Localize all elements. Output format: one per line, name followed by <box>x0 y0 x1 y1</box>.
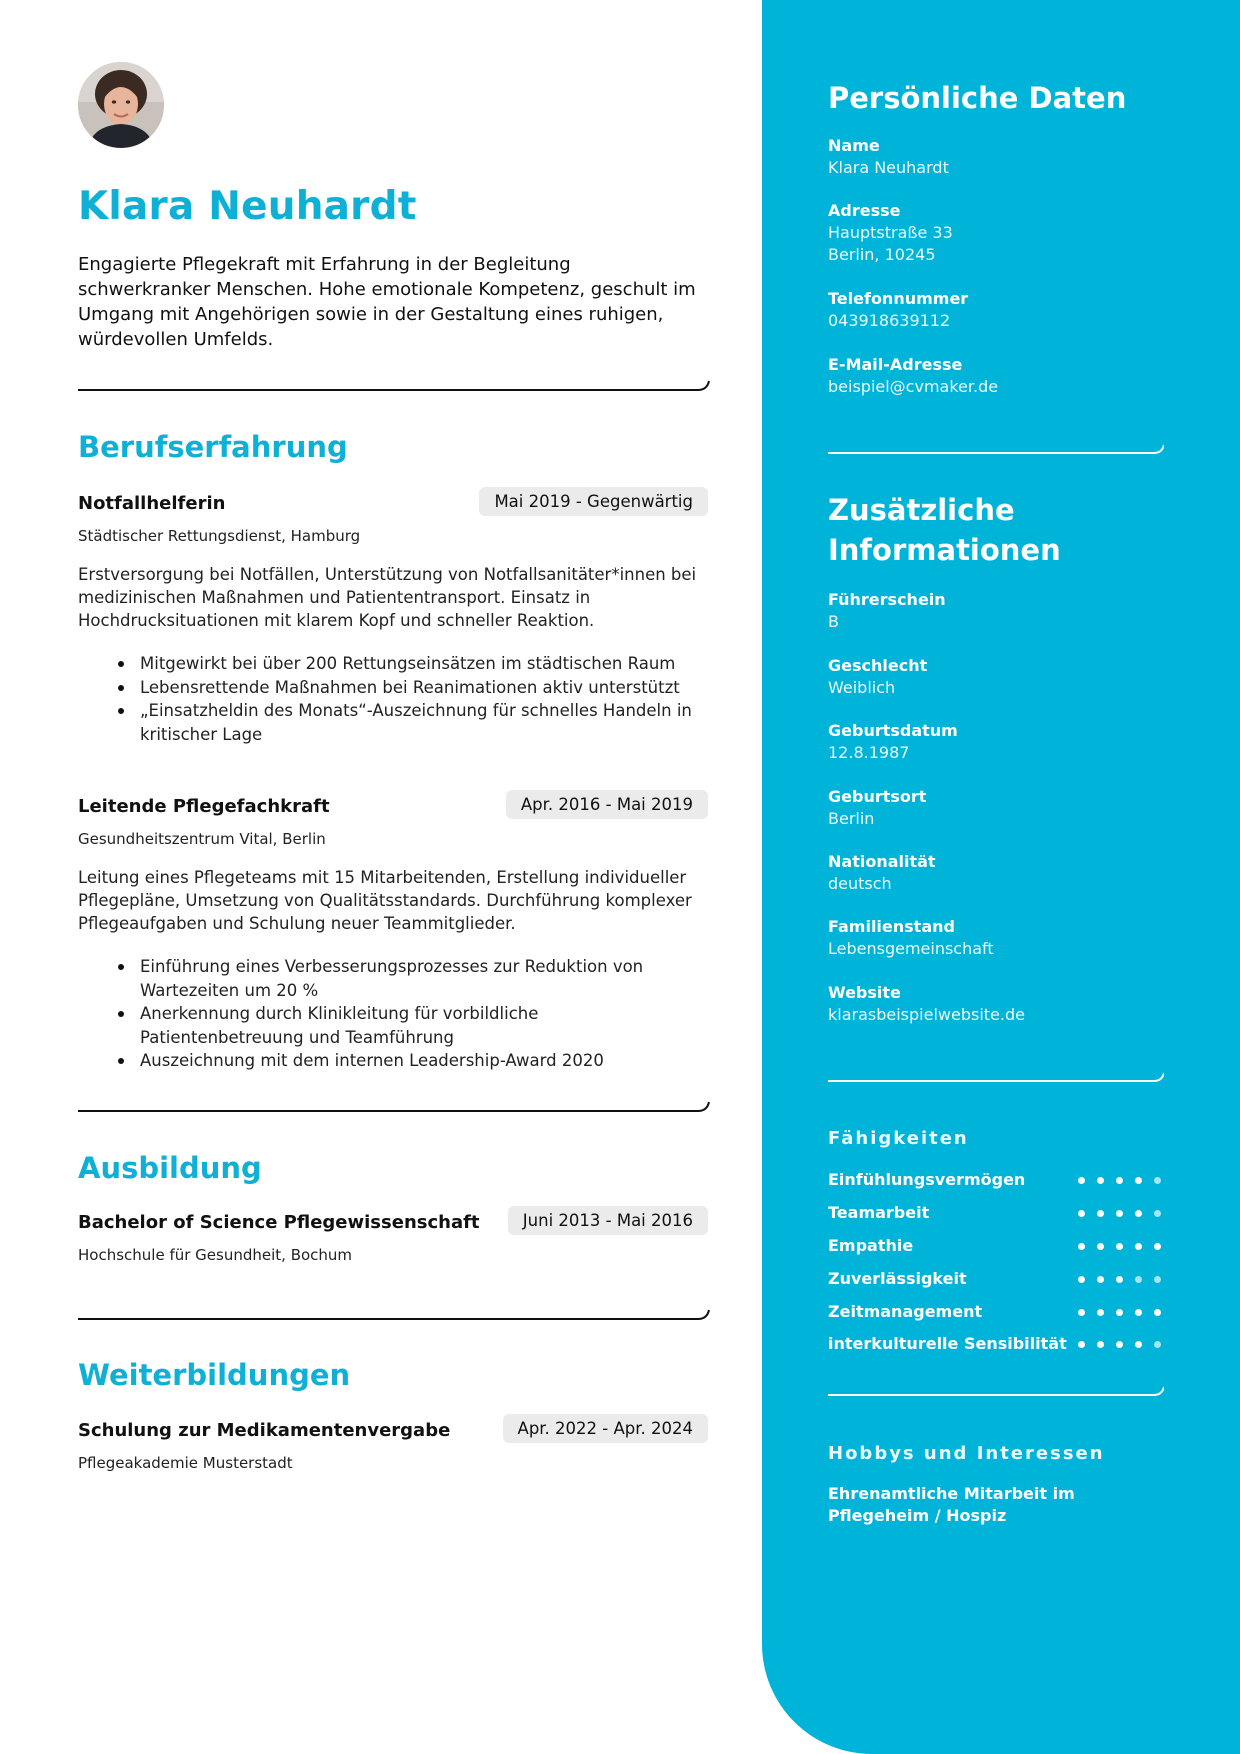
profile-summary: Engagierte Pflegekraft mit Erfahrung in der Begleitung schwerkranker Menschen. Hohe emotionale Kompetenz, geschult im Umgang mit Angehörigen sowie in der Gestaltung eines ruhigen, würdevollen Umfelds. <box>78 254 696 350</box>
field-value: Lebensgemeinschaft <box>828 939 994 958</box>
field-value: beispiel@cvmaker.de <box>828 377 999 396</box>
field-label: Nationalität <box>828 852 936 871</box>
job-organization: Gesundheitszentrum Vital, Berlin <box>78 830 326 848</box>
additional-field <box>828 720 1168 764</box>
rating-dot-filled <box>1097 1309 1104 1316</box>
section-divider <box>78 378 710 392</box>
job-date-badge: Apr. 2016 - Mai 2019 <box>506 790 708 819</box>
rating-dot-filled <box>1116 1210 1123 1217</box>
field-value: B <box>828 612 839 631</box>
title-line: Zusätzliche <box>828 493 1015 527</box>
rating-dot-filled <box>1078 1309 1085 1316</box>
rating-dot-empty <box>1154 1177 1161 1184</box>
training-title: Schulung zur Medikamentenvergabe <box>78 1420 451 1441</box>
rating-dot-filled <box>1116 1276 1123 1283</box>
skill-row <box>828 1334 1164 1356</box>
skill-row <box>828 1302 1164 1324</box>
rating-dot-filled <box>1078 1177 1085 1184</box>
field-label: Adresse <box>828 201 901 220</box>
degree-title: Bachelor of Science Pflegewissenschaft <box>78 1212 480 1233</box>
field-value: 12.8.1987 <box>828 743 910 762</box>
skill-name: Teamarbeit <box>828 1203 930 1222</box>
additional-field <box>828 786 1168 830</box>
job-description: Erstversorgung bei Notfällen, Unterstützung von Notfallsanitäter*innen bei medizinischen Maßnahmen und Patiententransport. Einsatz in Hochdrucksituationen mit klarem Kopf und schneller Reaktion. <box>78 565 697 630</box>
rating-dot-filled <box>1097 1177 1104 1184</box>
skill-row <box>828 1203 1164 1225</box>
list-item: „Einsatzheldin des Monats“-Auszeichnung für schnelles Handeln in kritischer Lage <box>140 699 705 746</box>
rating-dot-filled <box>1135 1309 1142 1316</box>
rating-dot-empty <box>1154 1276 1161 1283</box>
skill-rating <box>1078 1243 1164 1251</box>
list-item: Auszeichnung mit dem internen Leadership-Award 2020 <box>140 1049 705 1073</box>
rating-dot-filled <box>1097 1341 1104 1348</box>
field-label: Name <box>828 136 880 155</box>
job-title: Leitende Pflegefachkraft <box>78 796 330 817</box>
rating-dot-filled <box>1097 1243 1104 1250</box>
skill-rating <box>1078 1309 1164 1317</box>
rating-dot-filled <box>1078 1341 1085 1348</box>
hobby-item: Ehrenamtliche Mitarbeit im Pflegeheim / Hospiz <box>828 1484 1075 1525</box>
section-divider <box>78 1307 710 1321</box>
additional-field <box>828 916 1168 960</box>
rating-dot-empty <box>1154 1341 1161 1348</box>
list-item: Anerkennung durch Klinikleitung für vorbildliche Patientenbetreuung und Teamführung <box>140 1002 705 1049</box>
skill-name: Zeitmanagement <box>828 1302 983 1321</box>
list-item: Einführung eines Verbesserungsprozesses zur Reduktion von Wartezeiten um 20 % <box>140 955 705 1002</box>
rating-dot-filled <box>1116 1309 1123 1316</box>
rating-dot-empty <box>1154 1210 1161 1217</box>
rating-dot-empty <box>1135 1276 1142 1283</box>
avatar <box>78 62 164 148</box>
section-divider <box>78 1099 710 1113</box>
skill-row <box>828 1170 1164 1192</box>
additional-field <box>828 655 1168 699</box>
list-item: Lebensrettende Maßnahmen bei Reanimationen aktiv unterstützt <box>140 676 705 700</box>
sidebar-divider <box>828 1382 1164 1394</box>
section-title-hobbies: Hobbys und Interessen <box>828 1443 1105 1464</box>
skill-name: interkulturelle Sensibilität <box>828 1334 1067 1353</box>
section-title-additional <box>828 490 1168 570</box>
rating-dot-filled <box>1135 1177 1142 1184</box>
skill-rating <box>1078 1210 1164 1218</box>
training-date-badge: Apr. 2022 - Apr. 2024 <box>503 1414 708 1443</box>
sidebar-divider <box>828 1068 1164 1080</box>
rating-dot-filled <box>1116 1243 1123 1250</box>
section-title-skills: Fähigkeiten <box>828 1128 969 1149</box>
job-date-badge: Mai 2019 - Gegenwärtig <box>479 487 708 516</box>
rating-dot-filled <box>1097 1276 1104 1283</box>
rating-dot-filled <box>1135 1341 1142 1348</box>
field-label: Geburtsort <box>828 787 927 806</box>
section-title-training: Weiterbildungen <box>78 1358 351 1392</box>
skill-rating <box>1078 1177 1164 1185</box>
skill-name: Empathie <box>828 1236 914 1255</box>
section-title-personal: Persönliche Daten <box>828 81 1127 115</box>
rating-dot-filled <box>1135 1210 1142 1217</box>
field-value: Berlin, 10245 <box>828 245 936 264</box>
rating-dot-filled <box>1078 1210 1085 1217</box>
training-institution: Pflegeakademie Musterstadt <box>78 1454 293 1472</box>
field-value: Weiblich <box>828 678 896 697</box>
field-label: Website <box>828 983 901 1002</box>
field-label: Geburtsdatum <box>828 721 958 740</box>
field-value: Klara Neuhardt <box>828 158 949 177</box>
personal-field-phone <box>828 288 1168 332</box>
job-title: Notfallhelferin <box>78 493 226 514</box>
skill-row <box>828 1236 1164 1258</box>
portrait-image <box>78 62 164 148</box>
sidebar-divider <box>828 440 1164 452</box>
list-item: Mitgewirkt bei über 200 Rettungseinsätzen im städtischen Raum <box>140 652 705 676</box>
education-institution: Hochschule für Gesundheit, Bochum <box>78 1246 353 1264</box>
section-title-experience: Berufserfahrung <box>78 430 348 464</box>
personal-field-name <box>828 135 1168 179</box>
skill-rating <box>1078 1276 1164 1284</box>
rating-dot-filled <box>1154 1243 1161 1250</box>
section-title-education: Ausbildung <box>78 1151 262 1185</box>
rating-dot-filled <box>1078 1243 1085 1250</box>
job-achievements <box>140 955 705 1073</box>
skill-name: Zuverlässigkeit <box>828 1269 967 1288</box>
rating-dot-filled <box>1097 1210 1104 1217</box>
skill-rating <box>1078 1341 1164 1349</box>
field-value: 043918639112 <box>828 311 951 330</box>
job-description: Leitung eines Pflegeteams mit 15 Mitarbeitenden, Erstellung individueller Pflegepläne, Umsetzung von Qualitätsstandards. Durchführung komplexer Pflegeaufgaben und Schulung neuer Teammitglieder. <box>78 868 692 933</box>
rating-dot-filled <box>1116 1177 1123 1184</box>
field-value: klarasbeispielwebsite.de <box>828 1005 1025 1024</box>
education-date-badge: Juni 2013 - Mai 2016 <box>508 1206 708 1235</box>
title-line: Informationen <box>828 533 1061 567</box>
personal-field-email <box>828 354 1168 398</box>
job-achievements <box>140 652 705 746</box>
additional-field <box>828 589 1168 633</box>
field-label: Familienstand <box>828 917 955 936</box>
job-organization: Städtischer Rettungsdienst, Hamburg <box>78 527 361 545</box>
skill-name: Einfühlungsvermögen <box>828 1170 1026 1189</box>
field-value: deutsch <box>828 874 892 893</box>
personal-field-address <box>828 200 1168 266</box>
candidate-name: Klara Neuhardt <box>78 184 417 229</box>
additional-field <box>828 851 1168 895</box>
sidebar-panel <box>762 0 1240 1754</box>
rating-dot-filled <box>1078 1276 1085 1283</box>
field-value: Hauptstraße 33 <box>828 223 953 242</box>
rating-dot-filled <box>1116 1341 1123 1348</box>
field-label: E-Mail-Adresse <box>828 355 963 374</box>
field-label: Telefonnummer <box>828 289 969 308</box>
skill-row <box>828 1269 1164 1291</box>
rating-dot-filled <box>1135 1243 1142 1250</box>
field-label: Führerschein <box>828 590 946 609</box>
rating-dot-filled <box>1154 1309 1161 1316</box>
field-value: Berlin <box>828 809 875 828</box>
field-label: Geschlecht <box>828 656 928 675</box>
additional-field-website <box>828 982 1168 1026</box>
